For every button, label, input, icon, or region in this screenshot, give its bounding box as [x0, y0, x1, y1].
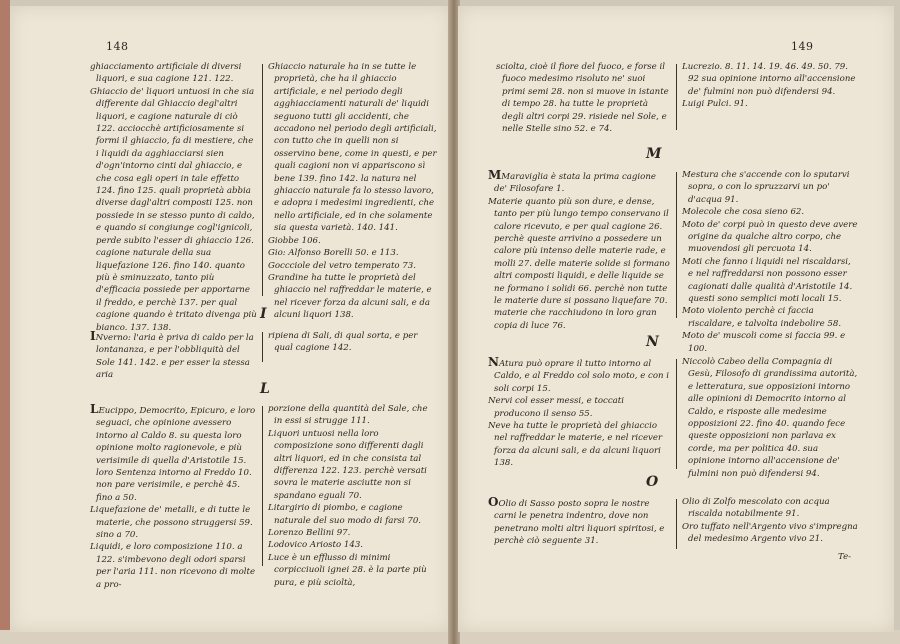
index-column-g-2 — [268, 61, 438, 322]
section-letter-l: L — [260, 381, 270, 397]
section-letter-n: N — [646, 334, 659, 350]
index-entry: MMaraviglia è stata la prima cagione de' Filosofare 1. — [488, 168, 656, 195]
index-entry: Oro tuffato nell'Argento vivo s'impregna del medesimo Argento vivo 21. — [682, 521, 858, 545]
index-entry: Ghiaccio naturale ha in se tutte le proprietà, che ha il ghiaccio artificiale, e nel periodo degli agghiacciamenti naturali de' liquidi seguono tutti gli accidenti, che accadono nel periodo degli artificiali, con tutto che in quelli non si osservino bene, come in questi, e per quali cagioni non vi appariscono sì bene 139. fino 142. la natura nel ghiaccio naturale fa lo stesso lavoro, e adopra i medesimi ingredienti, che nello artificiale, ed in che solamente sia questa varietà. 140. 141. — [268, 62, 437, 234]
index-entry: Giobbe 106. — [268, 235, 321, 246]
index-entry: Luigi Pulci. 91. — [682, 99, 748, 110]
index-entry: Ghiaccio de' liquori untuosi in che sia differente dal Ghiaccio degl'altri liquori, e cagione naturale di ciò 122. acciocchè artificiosamente si formi il ghiaccio, fa di mestiere, che i liquidi da agghiacciarsi sien d'ogn'intorno cinti dal ghiaccio, e che cosa egli operi in tale effetto 124. fino 125. quali proprietà abbia diverse dagl'altri composti 125. non possiede in se stesso punto di caldo, e quando si congiunge cogl'ignicoli, perde subito l'esser di ghiaccio 126. cagione naturale della sua liquefazione 126. fino 140. quanto più è sminuzzato, tanto più d'efficacia possiede per apportarne il freddo, e perchè 137. per qual cagione quando è tritato divenga più bianco. 137. 138. — [90, 86, 257, 333]
column-rule — [676, 64, 677, 130]
index-column-o-2 — [682, 496, 858, 546]
section-letter-o: O — [646, 474, 659, 490]
column-rule — [676, 499, 677, 549]
index-entry: Goccciole del vetro temperato 73. — [268, 260, 416, 271]
catchword: Te- — [838, 552, 852, 562]
index-entry: Mestura che s'accende con lo sputarvi sopra, o con lo spruzzarvi un po' d'acqua 91. — [682, 170, 850, 205]
index-entry: Gio: Alfonso Borelli 50. e 113. — [268, 248, 399, 259]
index-entry: Liquori untuosi nella loro composizione sono differenti dagli altri liquori, ed in che consista tal differenza 122. 123. perchè versati sovra le materie asciutte non si spandano eguali 70. — [268, 428, 427, 501]
index-entry: OOlio di Sasso posto sopra le nostre carni le penetra indentro, dove non penetrano molti altri liquori spiritosi, e perchè ciò seguente 31. — [488, 495, 665, 547]
index-column-g-1 — [90, 61, 258, 334]
index-column-o-1 — [488, 496, 671, 548]
section-letter-m: M — [646, 146, 662, 162]
drop-cap: I — [90, 329, 96, 343]
index-entry: Nervi col esser messi, e toccati producono il senso 55. — [488, 396, 625, 419]
column-rule — [262, 332, 263, 362]
drop-cap: O — [488, 495, 499, 509]
index-column-l-4 — [682, 61, 858, 111]
page-number: 149 — [791, 40, 814, 53]
column-rule — [262, 406, 263, 566]
index-entry: Liquefazione de' metalli, e di tutte le materie, che possono struggersi 59. sino a 70. — [90, 505, 253, 541]
index-entry: INverno: l'aria è priva di caldo per la lontananza, e per l'obbliquità del Sole 141. 142. e per esser la stessa aria — [90, 329, 254, 381]
index-column-l-2 — [268, 403, 438, 589]
left-page — [10, 6, 451, 632]
right-page — [458, 6, 894, 632]
index-column-n-2 — [682, 356, 858, 480]
index-entry: Moti che fanno i liquidi nel riscaldarsi, e nel raffreddarsi non possono esser cagionati dalle qualità d'Aristotile 14. questi sono semplici moti locali 15. — [682, 256, 853, 305]
index-entry: porzione della quantità del Sale, che in essi si strugge 111. — [268, 404, 428, 427]
index-entry: Olio di Zolfo mescolato con acqua riscalda notabilmente 91. — [682, 497, 830, 520]
section-letter-i: I — [260, 306, 267, 322]
index-entry: sciolta, cioè il fiore del fuoco, e forse il fuoco medesimo risoluto ne' suoi primi semi 28. non si muove in istante di tempo 28. ha tutte le proprietà degli altri corpi 29. risiede nel Sole, e nelle Stelle sino 52. e 74. — [496, 62, 669, 135]
index-entry: Luce è un efflusso di minimi corpicciuoli ignei 28. è la parte più pura, e più scioltà, — [268, 552, 427, 588]
index-entry: Lucrezio. 8. 11. 14. 19. 46. 49. 50. 79. 92 sua opinione intorno all'accensione de' fulmini non può difendersi 94. — [682, 62, 856, 97]
index-entry: Lorenzo Bellini 97. — [268, 528, 351, 539]
index-column-l-1 — [90, 403, 258, 591]
index-column-m-2 — [682, 169, 858, 355]
index-entry: Liquidi, e loro composizione 110. a 122. s'imbevono degli odori sparsi per l'aria 111. non ricevono di molte a pro- — [90, 542, 256, 590]
index-entry: Moto de' corpi può in questo deve avere origine da qualche altro corpo, che muovendosi gli percuota 14. — [682, 219, 858, 255]
drop-cap: M — [488, 168, 502, 182]
index-entry: ripiena di Sali, di qual sorta, e per qual cagione 142. — [268, 331, 418, 354]
index-column-n-1 — [488, 356, 671, 470]
index-entry: Niccolò Cabeo della Compagnia di Gesù, Filosofo di grandissima autorità, e letteratura, sue opposizioni intorno alle opinioni di Democrito intorno al Caldo, e risposte alle medesime opposizioni 22. fino 40. quando fece queste opposizioni non parlava ex corde, ma per politica 40. sua opinione intorno all'accensione de' fulmini non può difendersi 94. — [682, 357, 858, 479]
index-entry: Moto violento perchè ci faccia riscaldare, e talvolta indebolire 58. — [682, 306, 842, 329]
index-entry: Neve ha tutte le proprietà del ghiaccio nel raffreddar le materie, e nel ricever forza da alcuni sali, e da alcuni liquori 138. — [488, 421, 663, 469]
index-entry: Molecole che cosa sieno 62. — [682, 207, 805, 218]
book-cover-edge — [0, 0, 10, 644]
index-entry: Lodovico Ariosto 143. — [268, 540, 364, 551]
page-number: 148 — [106, 40, 129, 53]
index-entry: ghiacciamento artificiale di diversi liquori, e sua cagione 121. 122. — [90, 62, 242, 85]
drop-cap: L — [90, 402, 99, 416]
column-rule — [676, 172, 677, 318]
column-rule — [262, 64, 263, 296]
index-entry: Moto de' muscoli come si faccia 99. e 100. — [682, 331, 846, 354]
index-column-l-3 — [496, 61, 671, 135]
index-column-m-1 — [488, 169, 671, 332]
index-entry: Litargirio di piombo, e cagione naturale del suo modo di farsi 70. — [268, 503, 422, 526]
index-entry: Grandine ha tutte le proprietà del ghiaccio nel raffreddar le materie, e nel ricever forza da alcuni sali, e da alcuni liquori 138. — [268, 272, 432, 321]
drop-cap: N — [488, 355, 499, 369]
index-entry: Materie quanto più son dure, e dense, tanto per più lungo tempo conservano il calore ricevuto, e per qual cagione 26. perchè queste arrivino a possedere un calore più intenso delle materie rade, e molli 27. delle materie solide si formano altri composti liquidi, e delle liquide se ne formano i solidi 66. perchè non tutte le materie dure si possano liquefare 70. materie che racchiudono in loro gran copia di luce 76. — [488, 196, 670, 331]
index-entry: NAtura può oprare il tutto intorno al Caldo, e al Freddo col solo moto, e con i soli corpi 15. — [488, 355, 670, 394]
column-rule — [676, 359, 677, 469]
index-column-i-2 — [268, 330, 438, 355]
index-entry: LEucippo, Democrito, Epicuro, e loro seguaci, che opinione avessero intorno al Caldo 8. su questa loro opinione molto ragionevole, e più verisimile di quella d'Aristotile 15. loro Sentenza intorno al Freddo 10. non pare verisimile, e perchè 45. fino a 50. — [90, 402, 256, 503]
index-column-i-1 — [90, 330, 258, 382]
